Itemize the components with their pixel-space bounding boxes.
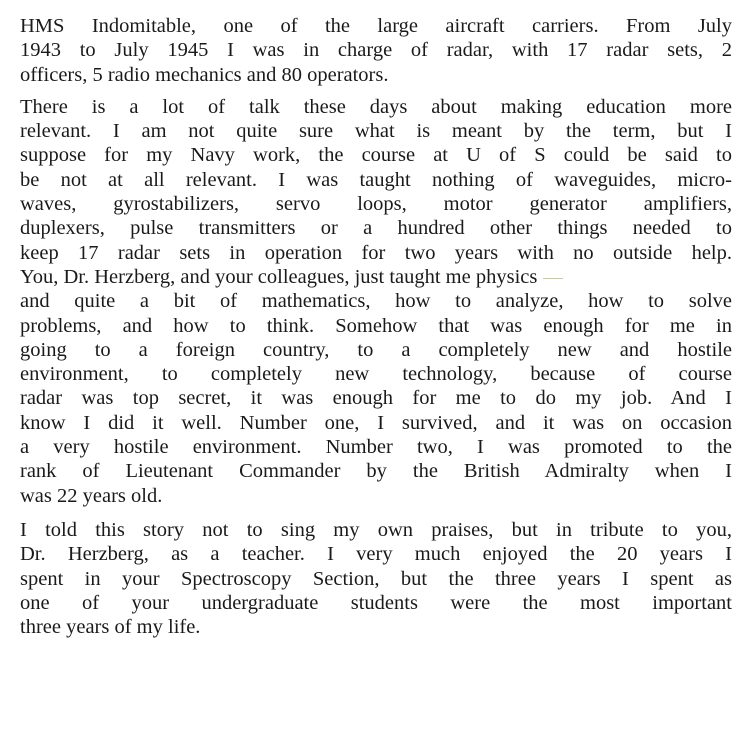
text-line: three years of my life. — [20, 616, 201, 639]
text-line: There is a lot of talk these days about making education more — [20, 95, 732, 118]
text-line: HMS Indomitable, one of the large aircraft carriers. From July — [20, 15, 732, 37]
paragraph-3 — [20, 518, 732, 639]
text-line-with-dash — [20, 265, 732, 289]
paragraph-2 — [20, 95, 732, 508]
text-line: one of your undergraduate students were the most important — [20, 591, 732, 614]
text-line: Dr. Herzberg, as a teacher. I very much enjoyed the 20 years I — [20, 543, 732, 566]
text-line: was 22 years old. — [20, 484, 163, 507]
text-line: going to a foreign country, to a completely new and hostile — [20, 338, 732, 361]
text-line: be not at all relevant. I was taught nothing of waveguides, micro- — [20, 168, 732, 191]
text-line: spent in your Spectroscopy Section, but the three years I spent as — [20, 567, 732, 590]
document-page — [20, 14, 732, 639]
text-line: 1943 to July 1945 I was in charge of radar, with 17 radar sets, 2 — [20, 39, 732, 62]
text-line: duplexers, pulse transmitters or a hundred other things needed to — [20, 217, 732, 240]
paragraph-spacer — [20, 87, 732, 95]
em-dash — [543, 278, 563, 279]
text-line: rank of Lieutenant Commander by the British Admiralty when I — [20, 460, 732, 483]
text-line: and quite a bit of mathematics, how to analyze, how to solve — [20, 290, 732, 313]
text-line: suppose for my Navy work, the course at U of S could be said to — [20, 144, 732, 167]
paragraph-1 — [20, 14, 732, 87]
text-line: I told this story not to sing my own praises, but in tribute to you, — [20, 518, 732, 541]
text-line: keep 17 radar sets in operation for two years with no outside help. — [20, 241, 732, 264]
text-line: know I did it well. Number one, I survived, and it was on occasion — [20, 411, 732, 434]
text-line: environment, to completely new technology, because of course — [20, 363, 732, 386]
text-line: problems, and how to think. Somehow that was enough for me in — [20, 314, 732, 337]
paragraph-spacer — [20, 508, 732, 518]
text-line: a very hostile environment. Number two, I was promoted to the — [20, 436, 732, 459]
text-line: waves, gyrostabilizers, servo loops, motor generator amplifiers, — [20, 193, 732, 216]
text-line: radar was top secret, it was enough for me to do my job. And I — [20, 387, 732, 410]
text-line: relevant. I am not quite sure what is meant by the term, but I — [20, 120, 732, 143]
text-line: You, Dr. Herzberg, and your colleagues, just taught me physics — [20, 265, 538, 288]
text-line: officers, 5 radio mechanics and 80 operators. — [20, 63, 389, 86]
